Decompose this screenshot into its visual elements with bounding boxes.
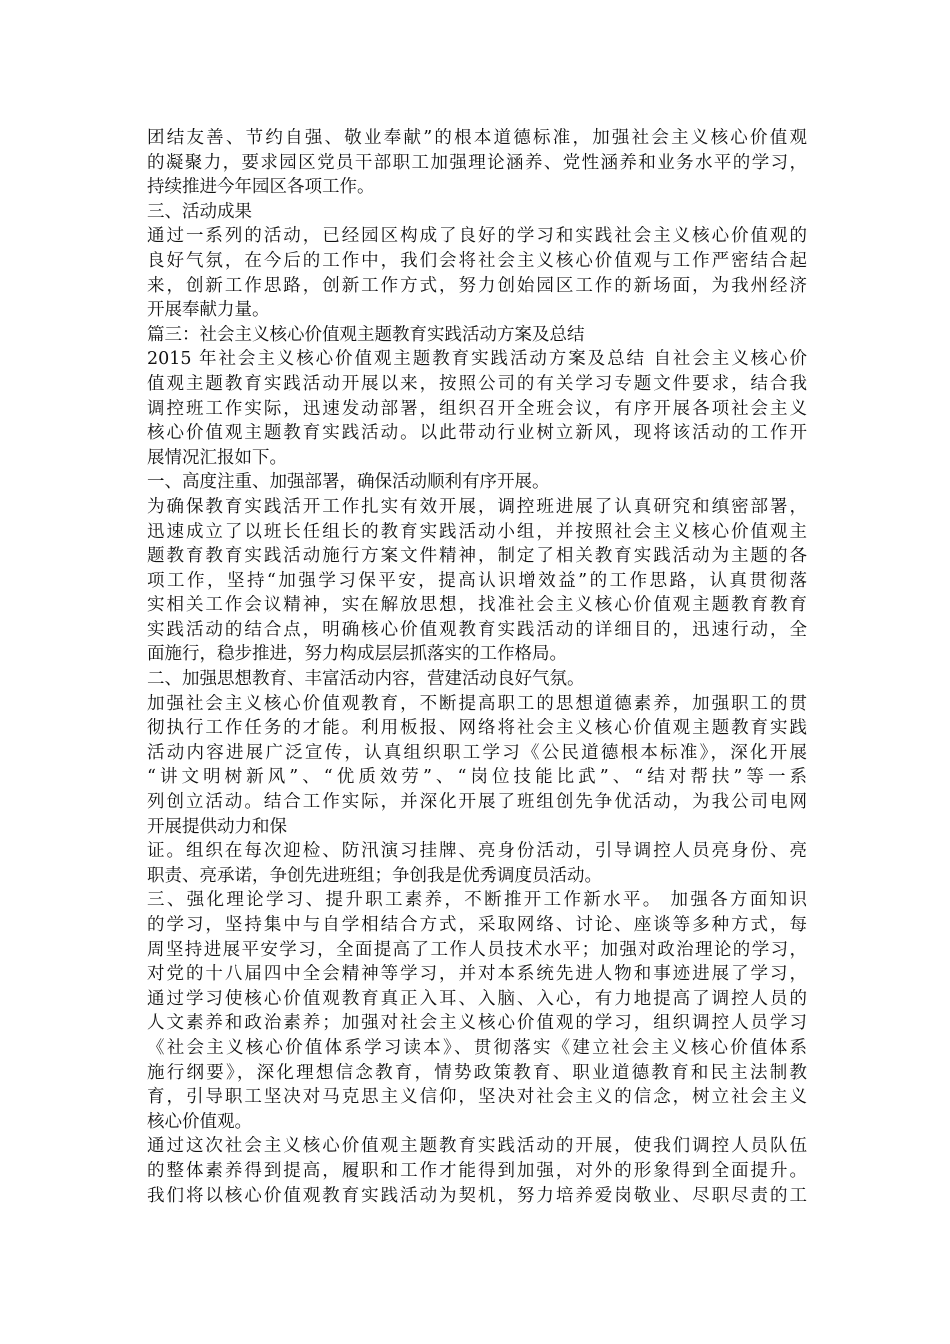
text-line: 一、高度注重、加强部署，确保活动顺利有序开展。 bbox=[147, 472, 550, 493]
text-line: 开展奉献力量。 bbox=[147, 300, 270, 321]
text-line: 施行纲要》，深化理想信念教育，情势政策教育、职业道德教育和民主法制教 bbox=[147, 1062, 807, 1083]
text-line: 持续推进今年园区各项工作。 bbox=[147, 177, 375, 198]
text-line: 三、强化理论学习、提升职工素养，不断推开工作新水平。 加强各方面知识 bbox=[147, 890, 807, 911]
text-line: 证。组织在每次迎检、防汛演习挂牌、亮身份活动，引导调控人员亮身份、亮 bbox=[147, 841, 807, 862]
text-line: 调控班工作实际，迅速发动部署，组织召开全班会议，有序开展各项社会主义 bbox=[147, 398, 807, 419]
text-line: 来，创新工作思路，创新工作方式，努力创始园区工作的新场面，为我州经济 bbox=[147, 275, 807, 296]
text-line: 实相关工作会议精神，实在解放思想，找准社会主义核心价值观主题教育教育 bbox=[147, 595, 807, 616]
text-line: 对党的十八届四中全会精神等学习，并对本系统先进人物和事迹进展了学习， bbox=[147, 964, 807, 985]
text-line: 开展提供动力和保 bbox=[147, 816, 287, 837]
text-line: 良好气氛，在今后的工作中，我们会将社会主义核心价值观与工作严密结合起 bbox=[147, 250, 807, 271]
text-line: 的学习，坚持集中与自学相结合方式，采取网络、讨论、座谈等多种方式，每 bbox=[147, 915, 807, 935]
text-line: 为确保教育实践活开工作扎实有效开展，调控班进展了认真研究和缜密部署， bbox=[147, 496, 807, 517]
text-line: 核心价值观主题教育实践活动。以此带动行业树立新风，现将该活动的工作开 bbox=[147, 423, 807, 444]
text-line: 面施行，稳步推进，努力构成层层抓落实的工作格局。 bbox=[147, 644, 567, 665]
text-line: 的整体素养得到提高，履职和工作才能得到加强，对外的形象得到全面提升。 bbox=[147, 1160, 807, 1181]
text-line: 实践活动的结合点，明确核心价值观教育实践活动的详细目的，迅速行动，全 bbox=[147, 619, 807, 640]
text-line: 题教育教育实践活动施行方案文件精神，制定了相关教育实践活动为主题的各 bbox=[147, 546, 807, 567]
text-line: 职责、亮承诺，争创先进班组；争创我是优秀调度员活动。 bbox=[147, 865, 602, 886]
text-line: 人文素养和政治素养；加强对社会主义核心价值观的学习，组织调控人员学习 bbox=[147, 1013, 807, 1034]
text-line: 我们将以核心价值观教育实践活动为契机，努力培养爱岗敬业、尽职尽责的工 bbox=[147, 1185, 807, 1206]
text-line: 值观主题教育实践活动开展以来，按照公司的有关学习专题文件要求，结合我 bbox=[147, 373, 807, 394]
text-line: 核心价值观。 bbox=[147, 1111, 252, 1132]
text-line: 展情况汇报如下。 bbox=[147, 447, 287, 468]
text-line: 列创立活动。结合工作实际，并深化开展了班组创先争优活动，为我公司电网 bbox=[147, 792, 807, 813]
text-line: 周坚持进展平安学习，全面提高了工作人员技术水平；加强对政治理论的学习， bbox=[147, 939, 807, 960]
text-line: 活动内容进展广泛宣传，认真组织职工学习《公民道德根本标准》，深化开展 bbox=[147, 742, 807, 763]
text-line: 团结友善、节约自强、敬业奉献”的根本道德标准，加强社会主义核心价值观 bbox=[147, 128, 807, 148]
text-line: 三、活动成果 bbox=[147, 201, 252, 222]
text-line: 育，引导职工坚决对马克思主义信仰，坚决对社会主义的信念，树立社会主义 bbox=[147, 1087, 807, 1108]
text-line: 二、加强思想教育、丰富活动内容，营建活动良好气氛。 bbox=[147, 669, 585, 690]
text-line: 通过这次社会主义核心价值观主题教育实践活动的开展，使我们调控人员队伍 bbox=[147, 1136, 807, 1157]
text-line: 《社会主义核心价值体系学习读本》、贯彻落实《建立社会主义核心价值体系 bbox=[147, 1037, 807, 1058]
text-line: 迅速成立了以班长任组长的教育实践活动小组，并按照社会主义核心价值观主 bbox=[147, 521, 807, 542]
text-line: 2015 年社会主义核心价值观主题教育实践活动方案及总结 自社会主义核心价 bbox=[147, 349, 807, 370]
text-line: “讲文明树新风”、“优质效劳”、“岗位技能比武”、“结对帮扶”等一系 bbox=[147, 767, 807, 788]
text-line: 项工作，坚持“加强学习保平安，提高认识增效益”的工作思路，认真贯彻落 bbox=[147, 570, 807, 591]
text-line: 加强社会主义核心价值观教育，不断提高职工的思想道德素养，加强职工的贯 bbox=[147, 693, 807, 714]
text-line: 的凝聚力，要求园区党员干部职工加强理论涵养、党性涵养和业务水平的学习， bbox=[147, 152, 807, 173]
text-line: 篇三：社会主义核心价值观主题教育实践活动方案及总结 bbox=[147, 324, 585, 345]
text-line: 彻执行工作任务的才能。利用板报、网络将社会主义核心价值观主题教育实践 bbox=[147, 718, 807, 739]
text-line: 通过一系列的活动，已经园区构成了良好的学习和实践社会主义核心价值观的 bbox=[147, 226, 807, 247]
document-page bbox=[147, 126, 807, 1208]
text-line: 通过学习使核心价值观教育真正入耳、入脑、入心，有力地提高了调控人员的 bbox=[147, 988, 807, 1009]
